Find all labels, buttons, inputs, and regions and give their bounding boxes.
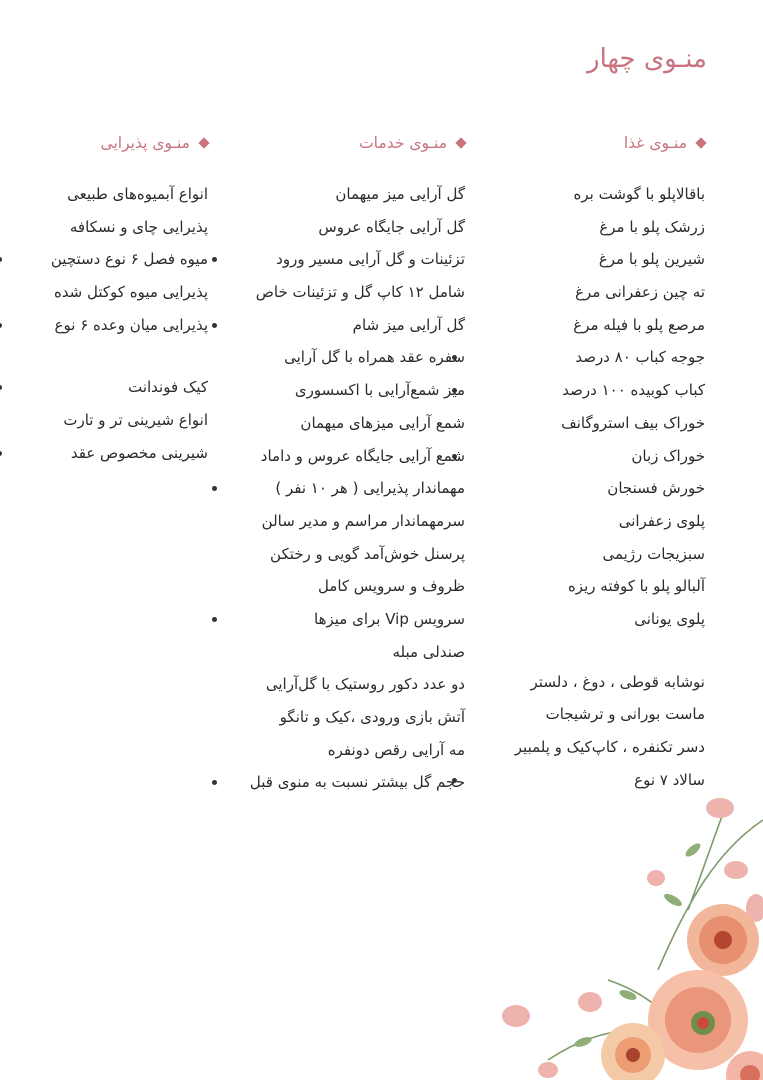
services-menu-list (225, 178, 465, 799)
menu-item (465, 603, 705, 636)
bullet-dot-icon (212, 617, 217, 622)
menu-item (8, 276, 208, 309)
services-menu-header (225, 128, 465, 158)
food-menu-header (465, 128, 705, 158)
menu-item-text: خوراک زبان (631, 446, 705, 465)
menu-item-text: صندلی مبله (392, 642, 465, 661)
menu-item-text: گل آرایی میز میهمان (335, 185, 465, 203)
menu-item-text: شمع آرایی میزهای میهمان (300, 413, 465, 432)
menu-item (225, 440, 465, 473)
menu-item (225, 734, 465, 767)
menu-item (225, 668, 465, 701)
menu-item (225, 570, 465, 603)
menu-item-text: سالاد ۷ نوع (634, 770, 705, 789)
menu-item (225, 211, 465, 244)
menu-item-text: سرمهماندار مراسم و مدیر سالن (261, 511, 465, 530)
services-menu-column (225, 128, 465, 799)
menu-item (8, 211, 208, 244)
diamond-bullet-icon (455, 137, 466, 148)
bullet-dot-icon (212, 323, 217, 328)
food-menu-title: منـوی غذا (623, 134, 687, 152)
services-menu-title: منـوی خدمات (359, 134, 447, 152)
bullet-dot-icon (0, 323, 2, 328)
menu-item (465, 276, 705, 309)
menu-item-text: شامل ۱۲ کاپ گل و تزئینات خاص (255, 283, 465, 302)
menu-item (225, 505, 465, 538)
menu-item (225, 374, 465, 407)
reception-menu-column (8, 128, 208, 470)
menu-item-text: ظروف و سرویس کامل (317, 577, 465, 596)
menu-item (465, 538, 705, 571)
bullet-dot-icon (212, 257, 217, 262)
menu-item (465, 440, 705, 473)
menu-item (465, 570, 705, 603)
menu-item-text: دسر تکنفره ، کاپ‌کیک و پلمبیر (514, 738, 705, 756)
menu-item-text: آتش بازی ورودی ،کیک و تانگو (279, 708, 465, 726)
reception-menu-header (8, 128, 208, 158)
menu-item-text: باقالاپلو با گوشت بره (573, 185, 705, 203)
menu-item (465, 505, 705, 538)
menu-item-text: کباب کوبیده ۱۰۰ درصد (562, 381, 705, 400)
menu-item (8, 371, 208, 404)
menu-item-text: ته چین زعفرانی مرغ (575, 283, 705, 302)
menu-item (225, 538, 465, 571)
menu-item (465, 731, 705, 764)
menu-item-text: میز شمع‌آرایی با اکسسوری (294, 381, 465, 400)
menu-item (225, 603, 465, 636)
menu-item-text: شیرین پلو با مرغ (598, 250, 705, 269)
menu-item-text: پلوی زعفرانی (618, 511, 705, 530)
bullet-dot-icon (212, 780, 217, 785)
menu-item (465, 243, 705, 276)
reception-menu-list (8, 178, 208, 470)
menu-item (225, 766, 465, 799)
menu-item-text: کیک فوندانت (128, 378, 208, 397)
menu-item (8, 309, 208, 342)
menu-item (465, 666, 705, 699)
menu-item (225, 701, 465, 734)
menu-item (465, 407, 705, 440)
menu-item-text: حجم گل بیشتر نسبت به منوی قبل (249, 773, 465, 792)
menu-item (465, 178, 705, 211)
menu-item (225, 276, 465, 309)
menu-item-text: پذیرایی میان وعده ۶ نوع (54, 315, 208, 334)
menu-item (465, 374, 705, 407)
menu-item-text: مرصع پلو با فیله مرغ (573, 315, 705, 334)
menu-item (8, 178, 208, 211)
menu-item-text: تزئینات و گل آرایی مسیر ورود (276, 250, 465, 269)
menu-item-text: دو عدد دکور روستیک با گل‌آرایی (265, 675, 465, 694)
menu-item-text: مهماندار پذیرایی ( هر ۱۰ نفر ) (275, 479, 465, 498)
menu-item-text: زرشک پلو با مرغ (599, 217, 705, 236)
menu-item (225, 309, 465, 342)
menu-item (465, 698, 705, 731)
menu-item-text: گل آرایی جایگاه عروس (318, 217, 465, 236)
bullet-dot-icon (0, 385, 2, 390)
menu-item (8, 404, 208, 437)
menu-item-text: پرسنل خوش‌آمد گویی و رختکن (270, 544, 465, 563)
menu-item-text: آلبالو پلو با کوفته ریزه (567, 577, 705, 596)
menu-item (465, 309, 705, 342)
menu-item (225, 407, 465, 440)
menu-item-text: شیرینی مخصوص عقد (70, 443, 208, 462)
menu-item-text: پلوی یونانی (634, 609, 705, 628)
bullet-dot-icon (212, 486, 217, 491)
diamond-bullet-icon (695, 137, 706, 148)
food-menu-list (465, 178, 705, 796)
diamond-bullet-icon (198, 137, 209, 148)
flower-decoration-icon (488, 780, 763, 1080)
menu-item-text: سرویس Vip برای میزها (314, 609, 465, 628)
menu-item (8, 243, 208, 276)
menu-item-text: پذیرایی میوه کوکتل شده (53, 283, 208, 302)
menu-item (225, 341, 465, 374)
menu-item-text: پذیرایی چای و نسکافه (69, 217, 208, 236)
menu-item-text: خوراک بیف استروگانف (561, 413, 705, 432)
bullet-dot-icon (0, 257, 2, 262)
menu-item (465, 211, 705, 244)
menu-item (225, 472, 465, 505)
reception-menu-title: منـوی پذیرایی (100, 134, 190, 152)
menu-item-text: گل آرایی میز شام (352, 315, 465, 334)
menu-item-text: جوجه کباب ۸۰ درصد (575, 348, 705, 367)
page-title: منـوی چهار (587, 44, 707, 74)
menu-item-text: انواع آبمیوه‌های طبیعی (67, 185, 208, 203)
menu-item (225, 636, 465, 669)
menu-item-text: خورش فسنجان (607, 479, 705, 498)
menu-item (225, 243, 465, 276)
menu-item (8, 437, 208, 470)
menu-item-text: مه آرایی رقص دونفره (327, 740, 465, 759)
menu-item-text: سبزیجات رژیمی (602, 544, 705, 563)
menu-item (465, 341, 705, 374)
menu-item-text: شمع آرایی جایگاه عروس و داماد (260, 446, 465, 465)
menu-item (225, 178, 465, 211)
menu-item-text: نوشابه قوطی ، دوغ ، دلستر (530, 672, 705, 691)
bullet-dot-icon (0, 451, 2, 456)
menu-item (465, 472, 705, 505)
food-menu-column (465, 128, 705, 796)
menu-item-text: سفره عقد همراه با گل آرایی (284, 348, 465, 367)
menu-item-text: ماست بورانی و ترشیجات (545, 705, 705, 724)
menu-item-text: میوه فصل ۶ نوع دستچین (50, 250, 208, 269)
menu-item-text: انواع شیرینی تر و تارت (63, 411, 208, 430)
